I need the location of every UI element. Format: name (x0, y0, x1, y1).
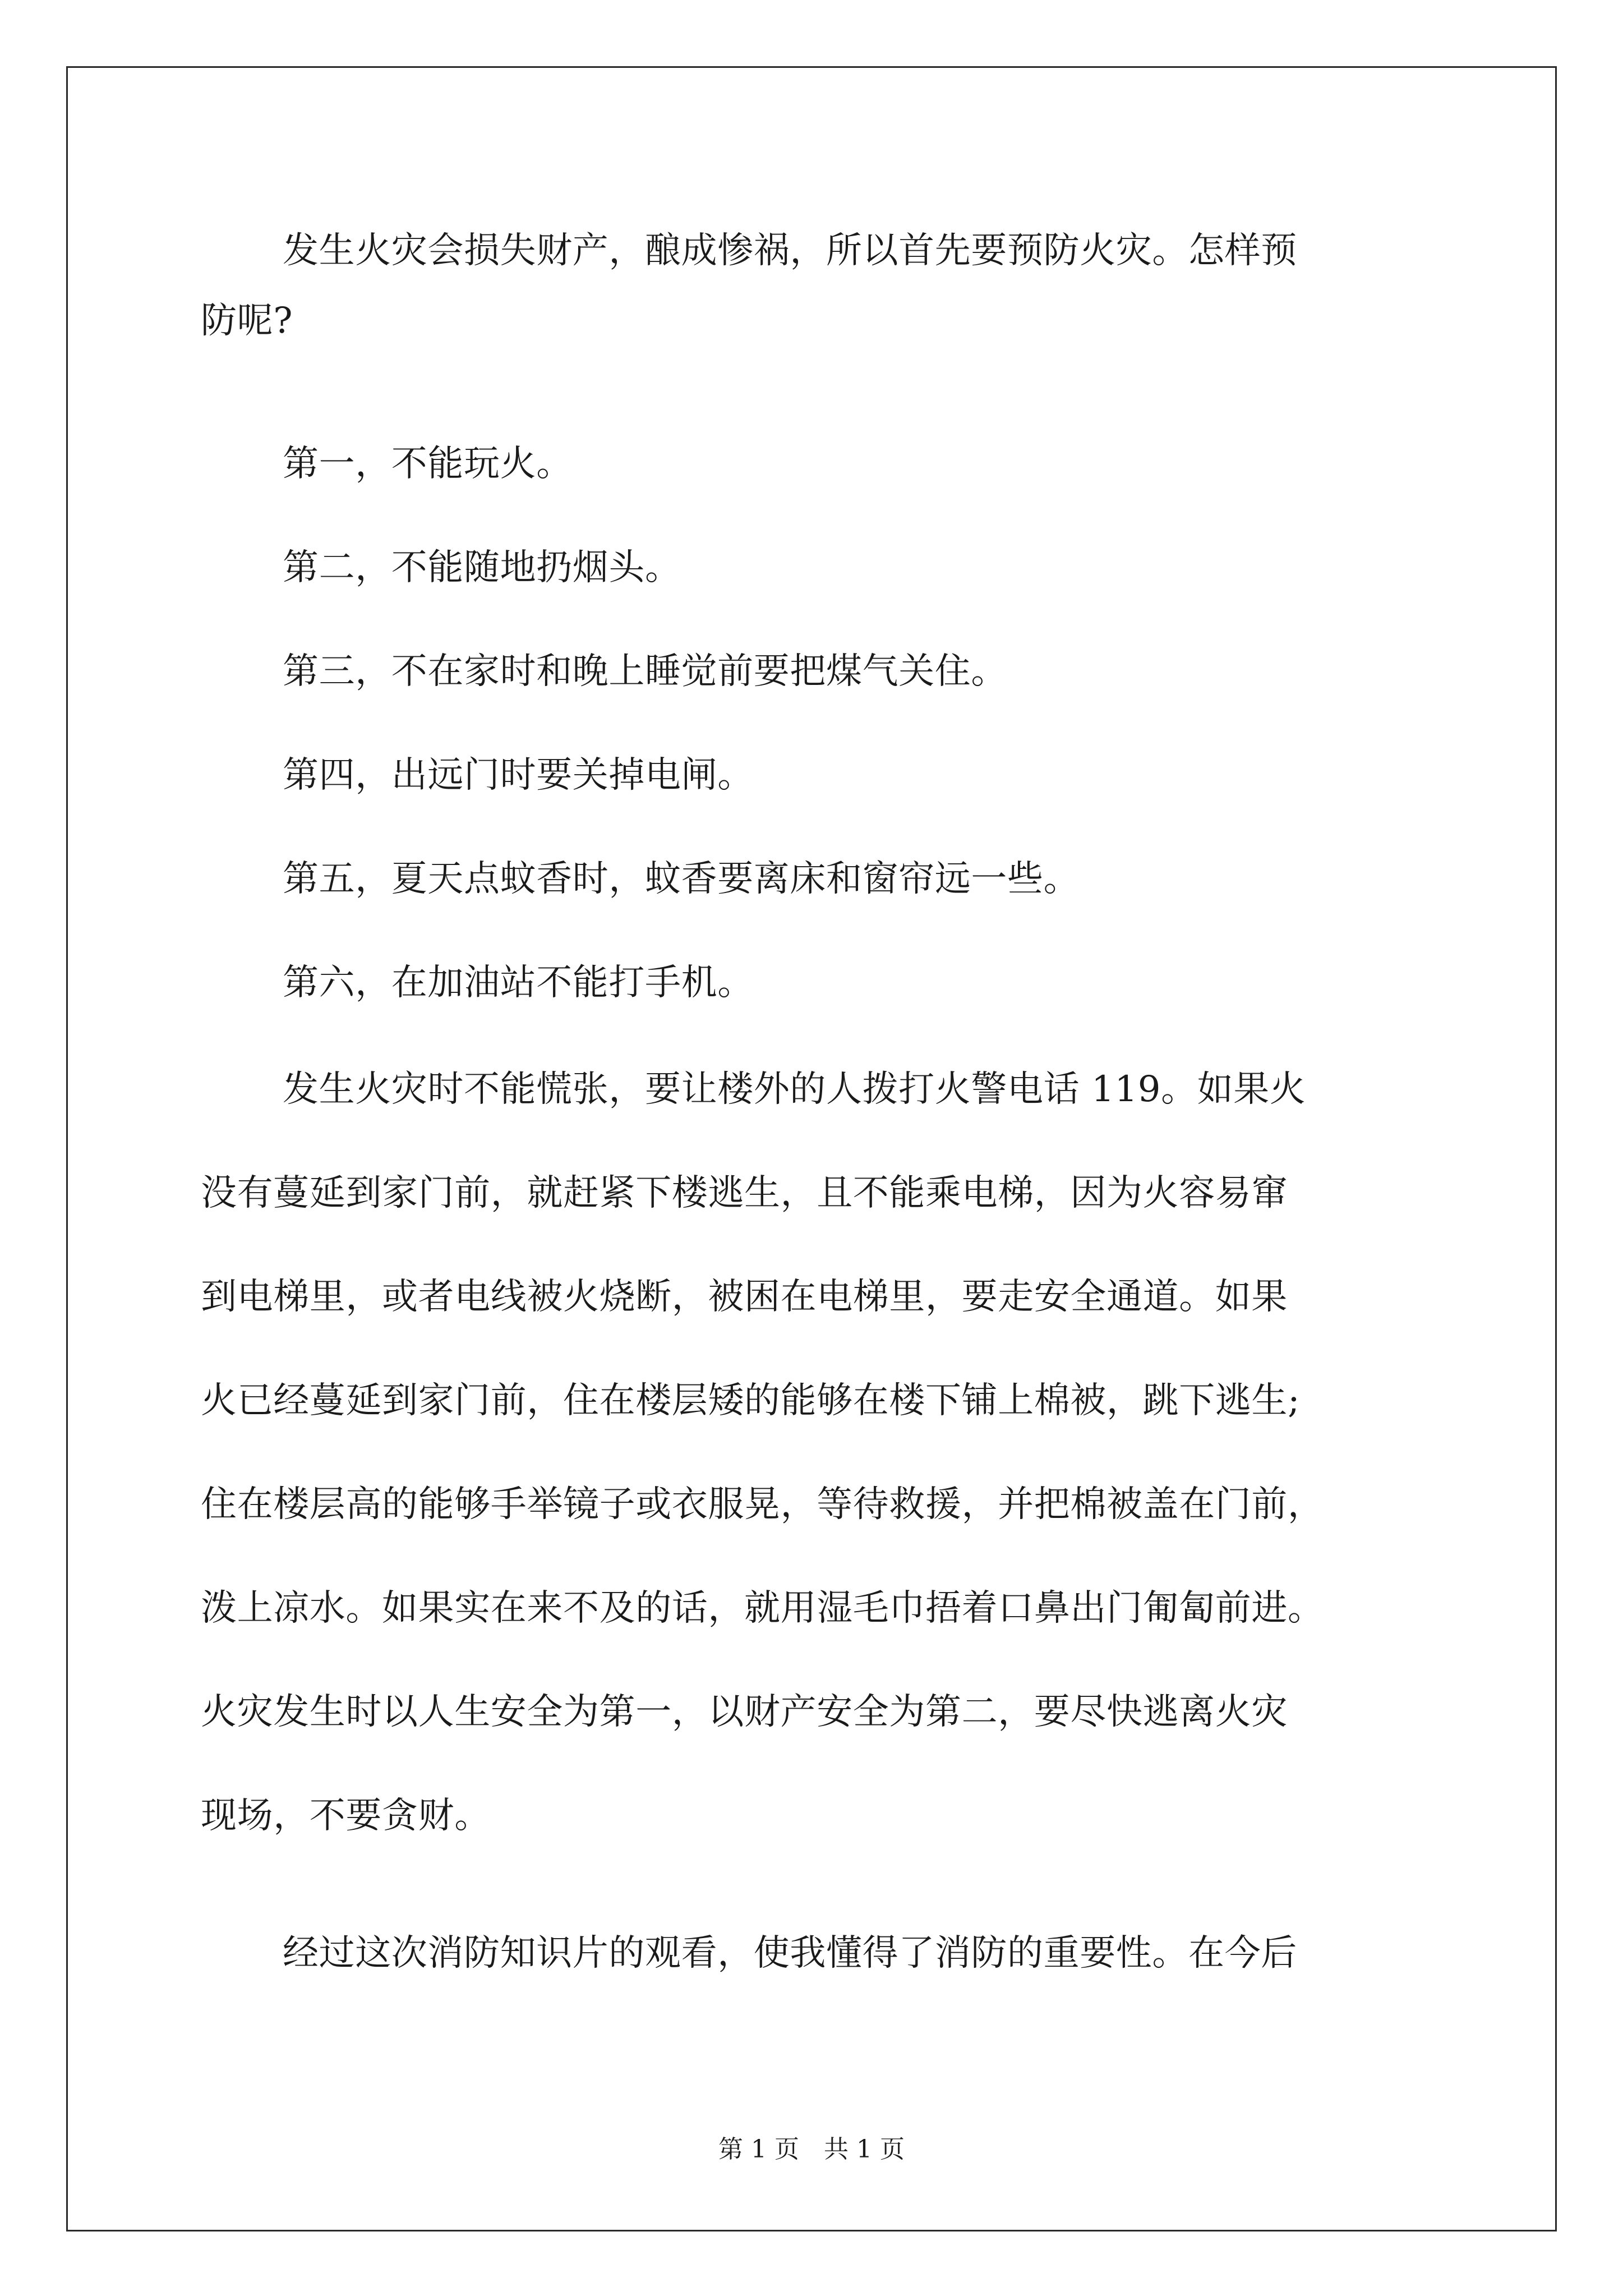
page-number-footer: 第 1 页 共 1 页 (718, 2135, 905, 2164)
rule-item-5: 第五，夏天点蚊香时，蚊香要离床和窗帘远一些。 (283, 858, 1080, 900)
rule-item-6: 第六，在加油站不能打手机。 (283, 962, 754, 1004)
paragraph-escape-line-5: 住在楼层高的能够手举镜子或衣服晃，等待救援，并把棉被盖在门前， (201, 1484, 1324, 1525)
rule-item-1: 第一，不能玩火。 (283, 443, 573, 485)
paragraph-intro-line-2: 防呢? (201, 300, 293, 342)
paragraph-escape-line-3: 到电梯里，或者电线被火烧断，被困在电梯里，要走安全通道。如果 (201, 1276, 1288, 1318)
rule-item-4: 第四，出远门时要关掉电闸。 (283, 754, 754, 796)
rule-item-2: 第二，不能随地扔烟头。 (283, 547, 681, 588)
paragraph-escape-line-6: 泼上凉水。如果实在来不及的话，就用湿毛巾捂着口鼻出门匍匐前进。 (201, 1588, 1324, 1629)
rule-item-3: 第三，不在家时和晚上睡觉前要把煤气关住。 (283, 651, 1007, 692)
page-border (66, 66, 1557, 2231)
paragraph-escape-line-8: 现场，不要贪财。 (201, 1795, 491, 1837)
paragraph-intro-line-1: 发生火灾会损失财产，酿成惨祸，所以首先要预防火灾。怎样预 (283, 230, 1297, 272)
paragraph-escape-line-2: 没有蔓延到家门前，就赶紧下楼逃生，且不能乘电梯，因为火容易窜 (201, 1172, 1288, 1214)
paragraph-conclusion-line-1: 经过这次消防知识片的观看，使我懂得了消防的重要性。在今后 (283, 1932, 1297, 1974)
paragraph-escape-line-7: 火灾发生时以人生安全为第一，以财产安全为第二，要尽快逃离火灾 (201, 1691, 1288, 1733)
paragraph-escape-line-1: 发生火灾时不能慌张，要让楼外的人拨打火警电话 119。如果火 (283, 1069, 1306, 1110)
paragraph-escape-line-4: 火已经蔓延到家门前，住在楼层矮的能够在楼下铺上棉被，跳下逃生; (201, 1380, 1301, 1421)
